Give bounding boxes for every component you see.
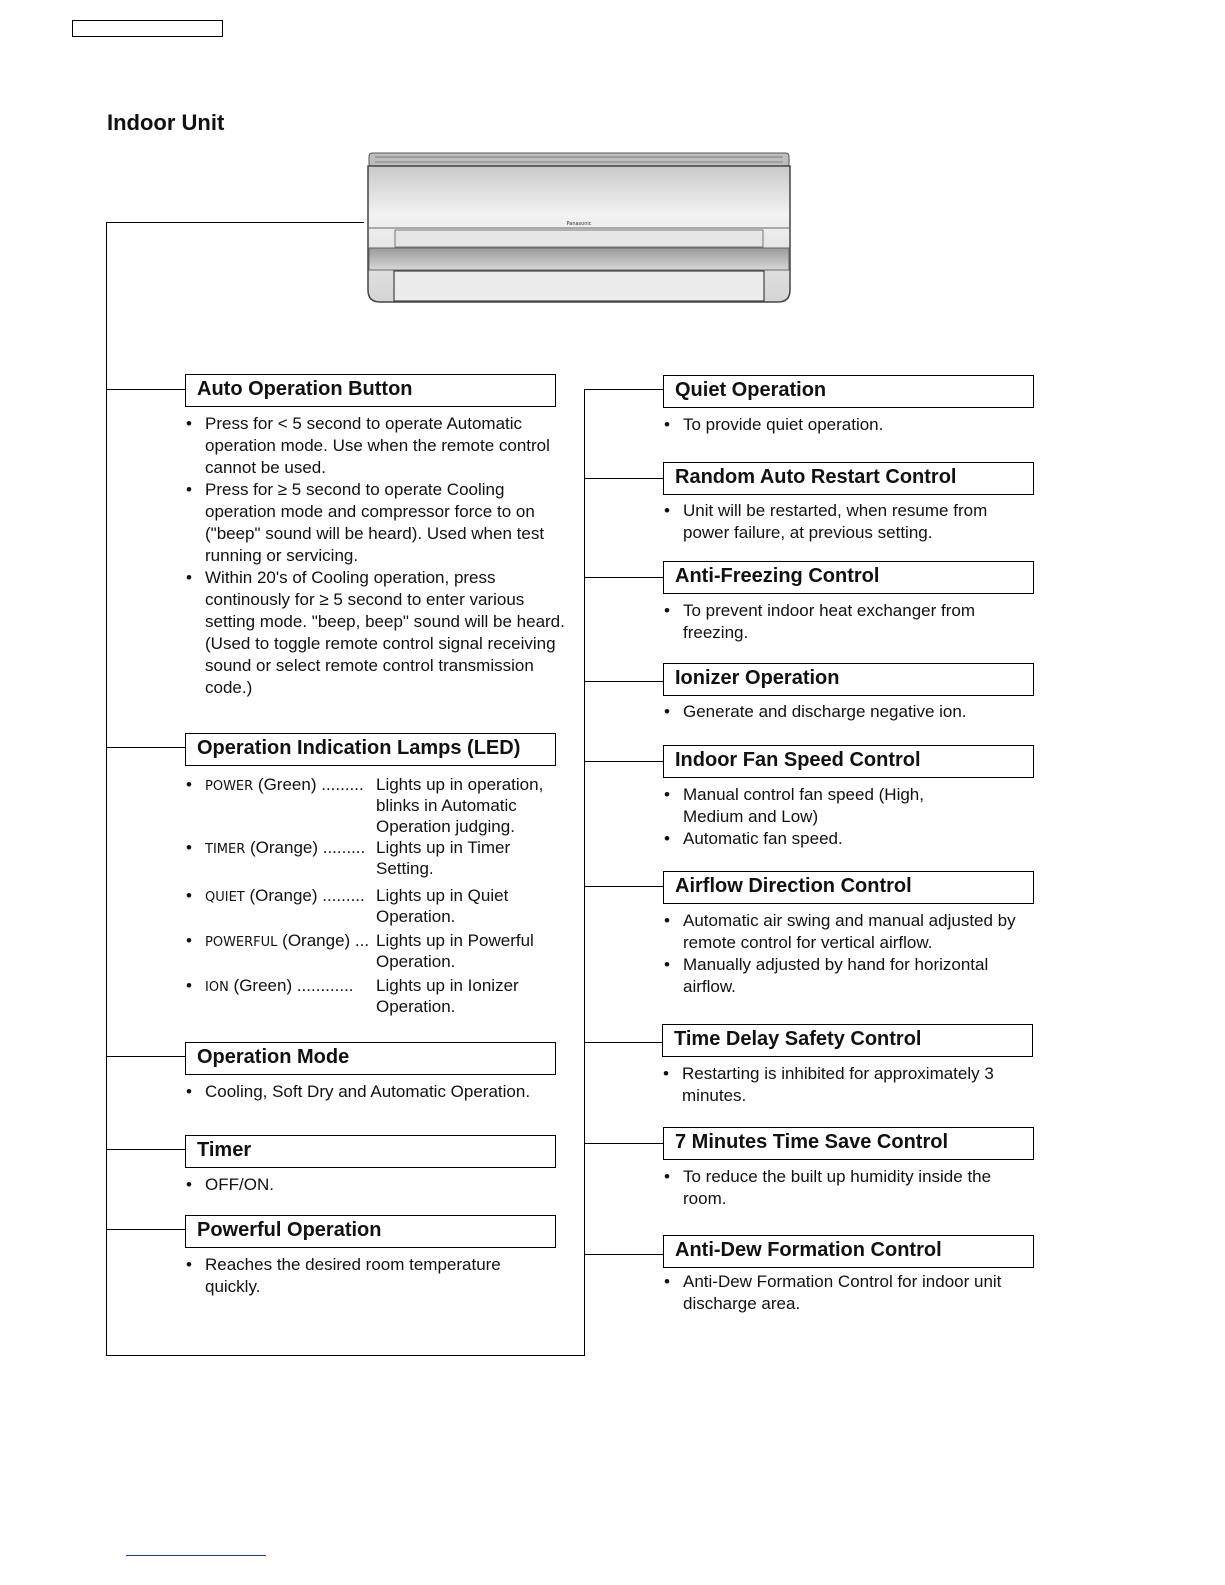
bullet-mark: •	[186, 931, 192, 950]
connector-time-save	[584, 1143, 664, 1144]
list-item: • Restarting is inhibited for approximately 3 minutes.	[663, 1063, 1033, 1107]
feature-title-random-restart: Random Auto Restart Control	[663, 462, 1034, 495]
led-description: Lights up in operation, blinks in Automatic Operation judging.	[376, 775, 544, 836]
leader-dots: .........	[316, 775, 364, 794]
footer-link-underline[interactable]	[126, 1555, 266, 1556]
feature-title-airflow: Airflow Direction Control	[663, 871, 1034, 904]
feature-title-powerful: Powerful Operation	[185, 1215, 556, 1248]
list-item: • Anti-Dew Formation Control for indoor unit discharge area.	[664, 1271, 1004, 1315]
right-connector-trunk	[584, 389, 585, 1356]
fan-speed-bullets	[664, 784, 924, 850]
connector-random-restart	[584, 478, 664, 479]
bullet-mark: •	[186, 838, 192, 857]
brand-logo: Panasonic	[566, 221, 592, 227]
feature-title-time-delay: Time Delay Safety Control	[662, 1024, 1033, 1057]
connector-anti-dew	[584, 1254, 664, 1255]
bottom-connector	[106, 1355, 585, 1356]
feature-title-anti-freezing: Anti-Freezing Control	[663, 561, 1034, 594]
connector-time-delay	[584, 1042, 662, 1043]
led-color: (Orange)	[249, 838, 319, 857]
leader-dots: .........	[317, 886, 365, 905]
page-title: Indoor Unit	[107, 110, 225, 135]
indoor-unit-illustration	[365, 150, 793, 305]
list-item: • Within 20's of Cooling operation, press continously for ≥ 5 second to enter various setting mode. "beep, beep" sound will be heard. (Used to toggle remote control signal receiving sound or select remote control transmission code.)	[186, 567, 566, 699]
list-item: • OFF/ON.	[186, 1174, 566, 1196]
leader-dots: ............	[292, 976, 354, 995]
connector-led	[106, 747, 186, 748]
feature-title-quiet: Quiet Operation	[663, 375, 1034, 408]
feature-title-auto-operation: Auto Operation Button	[185, 374, 556, 407]
led-label	[205, 837, 365, 860]
anti-freezing-bullets	[664, 600, 1024, 644]
list-item: • Unit will be restarted, when resume from power failure, at previous setting.	[664, 500, 1034, 544]
feature-title-ionizer: Ionizer Operation	[663, 663, 1034, 696]
feature-title-operation-mode: Operation Mode	[185, 1042, 556, 1075]
connector-fan-speed	[584, 761, 664, 762]
timer-bullets	[186, 1174, 566, 1196]
feature-title-led: Operation Indication Lamps (LED)	[185, 733, 556, 766]
list-item: • Manually adjusted by hand for horizontal airflow.	[664, 954, 1034, 998]
leader-dots: ...	[350, 931, 370, 950]
operation-mode-bullets	[186, 1081, 566, 1103]
random-restart-bullets	[664, 500, 1034, 544]
time-delay-bullets	[663, 1063, 1033, 1107]
list-item: • Press for < 5 second to operate Automatic operation mode. Use when the remote control cannot be used.	[186, 413, 566, 479]
led-description: Lights up in Powerful Operation.	[376, 931, 534, 971]
led-label	[205, 975, 354, 998]
led-lamp-name: TIMER	[205, 842, 246, 857]
led-description: Lights up in Quiet Operation.	[376, 886, 509, 926]
connector-operation-mode	[106, 1056, 186, 1057]
led-description: Lights up in Timer Setting.	[376, 838, 511, 878]
connector-auto-operation	[106, 389, 186, 390]
bullet-mark: •	[186, 886, 192, 905]
leader-dots: .........	[318, 838, 366, 857]
bullet-mark: •	[186, 976, 192, 995]
led-label	[205, 930, 369, 953]
led-lamp-name: POWERFUL	[205, 935, 278, 950]
connector-timer	[106, 1149, 186, 1150]
list-item: • To provide quiet operation.	[664, 414, 1034, 436]
header-label-box	[72, 20, 223, 37]
list-item: • Press for ≥ 5 second to operate Cooling operation mode and compressor force to on ("beep" sound will be heard). Used when test running or servicing.	[186, 479, 566, 567]
connector-powerful	[106, 1229, 186, 1230]
anti-dew-bullets	[664, 1271, 1004, 1315]
auto-operation-bullets	[186, 413, 566, 699]
time-save-bullets	[664, 1166, 1034, 1210]
led-lamp-name: QUIET	[205, 890, 245, 905]
list-item: • Automatic fan speed.	[664, 828, 924, 850]
led-label	[205, 885, 365, 908]
led-label	[205, 774, 364, 797]
led-description: Lights up in Ionizer Operation.	[376, 976, 519, 1016]
list-item: • Automatic air swing and manual adjusted by remote control for vertical airflow.	[664, 910, 1034, 954]
led-color: (Green)	[233, 976, 293, 995]
list-item: • Cooling, Soft Dry and Automatic Operation.	[186, 1081, 566, 1103]
led-color: (Orange)	[249, 886, 318, 905]
unit-connector	[106, 222, 364, 223]
list-item: • To reduce the built up humidity inside the room.	[664, 1166, 1034, 1210]
led-color: (Green)	[257, 775, 317, 794]
ionizer-bullets	[664, 701, 1034, 723]
led-color: (Orange)	[282, 931, 351, 950]
feature-title-timer: Timer	[185, 1135, 556, 1168]
bullet-mark: •	[186, 775, 192, 794]
connector-quiet	[584, 389, 664, 390]
feature-title-time-save: 7 Minutes Time Save Control	[663, 1127, 1034, 1160]
connector-ionizer	[584, 681, 664, 682]
connector-airflow	[584, 886, 664, 887]
powerful-bullets	[186, 1254, 546, 1298]
feature-title-anti-dew: Anti-Dew Formation Control	[663, 1235, 1034, 1268]
led-lamp-name: ION	[205, 980, 229, 995]
quiet-bullets	[664, 414, 1034, 436]
list-item: • To prevent indoor heat exchanger from freezing.	[664, 600, 1024, 644]
list-item: • Generate and discharge negative ion.	[664, 701, 1034, 723]
led-lamp-name: POWER	[205, 779, 254, 794]
list-item: • Manual control fan speed (High, Medium and Low)	[664, 784, 924, 828]
feature-title-fan-speed: Indoor Fan Speed Control	[663, 745, 1034, 778]
connector-anti-freezing	[584, 577, 664, 578]
list-item: • Reaches the desired room temperature quickly.	[186, 1254, 546, 1298]
left-connector-trunk	[106, 222, 107, 1355]
airflow-bullets	[664, 910, 1034, 998]
